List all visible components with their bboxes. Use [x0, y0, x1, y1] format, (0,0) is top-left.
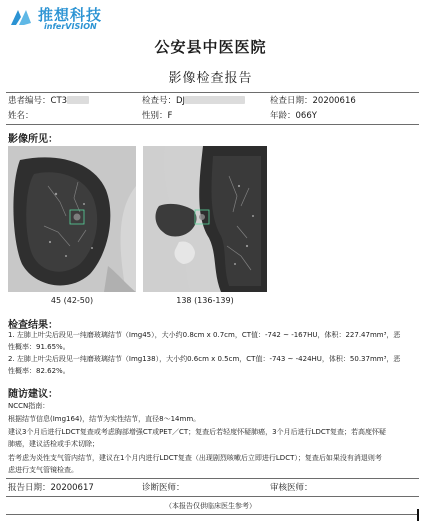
- diagnosing-doctor-label: 诊断医师：: [142, 483, 185, 493]
- result-line: 性概率：82.62%。: [8, 367, 70, 375]
- patient-name-field: [8, 110, 34, 122]
- exam-date-label: 检查日期：: [270, 96, 313, 106]
- result-line: 2. 左肺上叶尖后段见一纯磨玻璃结节（Img138），大小约0.6cm x 0.5cm，CT值：-743 ~ -424HU，体积：50.37mm³，恶: [8, 355, 401, 363]
- footer-divider: [6, 478, 419, 479]
- image-2-caption: 138 (136-139): [176, 296, 234, 305]
- followup-heading: 随访建议：: [8, 389, 58, 400]
- page-edge-mark-icon: [415, 509, 421, 521]
- result-line: 性概率：91.65%。: [8, 343, 70, 351]
- ct-image-2: [143, 146, 267, 292]
- followup-line: NCCN指南：: [8, 402, 50, 410]
- exam-date-field: [270, 95, 356, 107]
- ct-image-1: [8, 146, 136, 292]
- followup-line: 虑进行支气管镜检查。: [8, 466, 78, 474]
- hospital-name: 公安县中医医院: [154, 38, 267, 56]
- exam-date-value: 20200616: [312, 96, 356, 106]
- ct-scan-image: [8, 146, 136, 292]
- bottom-divider: [6, 514, 419, 515]
- report-date-label: 报告日期：: [8, 483, 51, 493]
- report-date-value: 20200617: [50, 483, 94, 493]
- redacted-mask: [185, 96, 245, 104]
- followup-line: 根据结节信息(Img164)，结节为实性结节，直径8～14mm。: [8, 415, 201, 423]
- patient-id-field: [8, 95, 89, 107]
- age-value: 066Y: [295, 111, 317, 121]
- followup-line: 建议3个月后进行LDCT复查或考虑胸部增强CT或PET／CT；复查后若轻度怀疑肺癌，3个月后进行LDCT复查；若高度怀疑: [8, 428, 387, 436]
- redacted-mask: [67, 96, 89, 104]
- header-divider: [6, 92, 419, 93]
- infervision-logo-icon: [8, 5, 34, 31]
- exam-number-field: [142, 95, 245, 107]
- sex-label: 性别：: [142, 111, 168, 121]
- patient-id-value: CT3: [50, 96, 68, 106]
- patient-name-label: 姓名：: [8, 111, 34, 121]
- findings-heading: 影像所见：: [8, 134, 58, 145]
- followup-line: 肺癌，建议活检或手术切除；: [8, 440, 99, 448]
- exam-number-label: 检查号：: [142, 96, 177, 106]
- image-1-caption: 45 (42-50): [50, 296, 94, 305]
- diagnosing-doctor-field: [142, 482, 185, 494]
- patient-id-label: 患者编号：: [8, 96, 51, 106]
- reviewing-doctor-label: 审核医师：: [270, 483, 313, 493]
- note-divider: [6, 496, 419, 497]
- logo-name-cn: 推想科技: [38, 6, 103, 24]
- info-divider: [6, 124, 419, 125]
- exam-number-value: DJ: [176, 96, 186, 106]
- result-line: 1. 左肺上叶尖后段见一纯磨玻璃结节（Img45），大小约0.8cm x 0.7cm，CT值：-742 ~ -167HU，体积：227.47mm³，恶: [8, 331, 401, 339]
- report-title: 影像检查报告: [168, 71, 253, 86]
- ct-scan-image: [143, 146, 267, 292]
- disclaimer-note: （本报告仅供临床医生参考）: [165, 502, 256, 510]
- age-label: 年龄：: [270, 111, 296, 121]
- report-date-field: [8, 482, 94, 494]
- sex-value: F: [167, 111, 173, 121]
- age-field: [270, 110, 317, 122]
- results-heading: 检查结果：: [8, 320, 58, 331]
- reviewing-doctor-field: [270, 482, 313, 494]
- logo-name-en: inferVISION: [44, 22, 97, 31]
- sex-field: [142, 110, 172, 122]
- company-logo: [8, 2, 126, 36]
- followup-line: 若考虑为炎性支气管内结节，建议在1个月内进行LDCT复查（出现剧烈咳嗽后立即进行LDCT）；复查后如果没有消退则考: [8, 454, 382, 462]
